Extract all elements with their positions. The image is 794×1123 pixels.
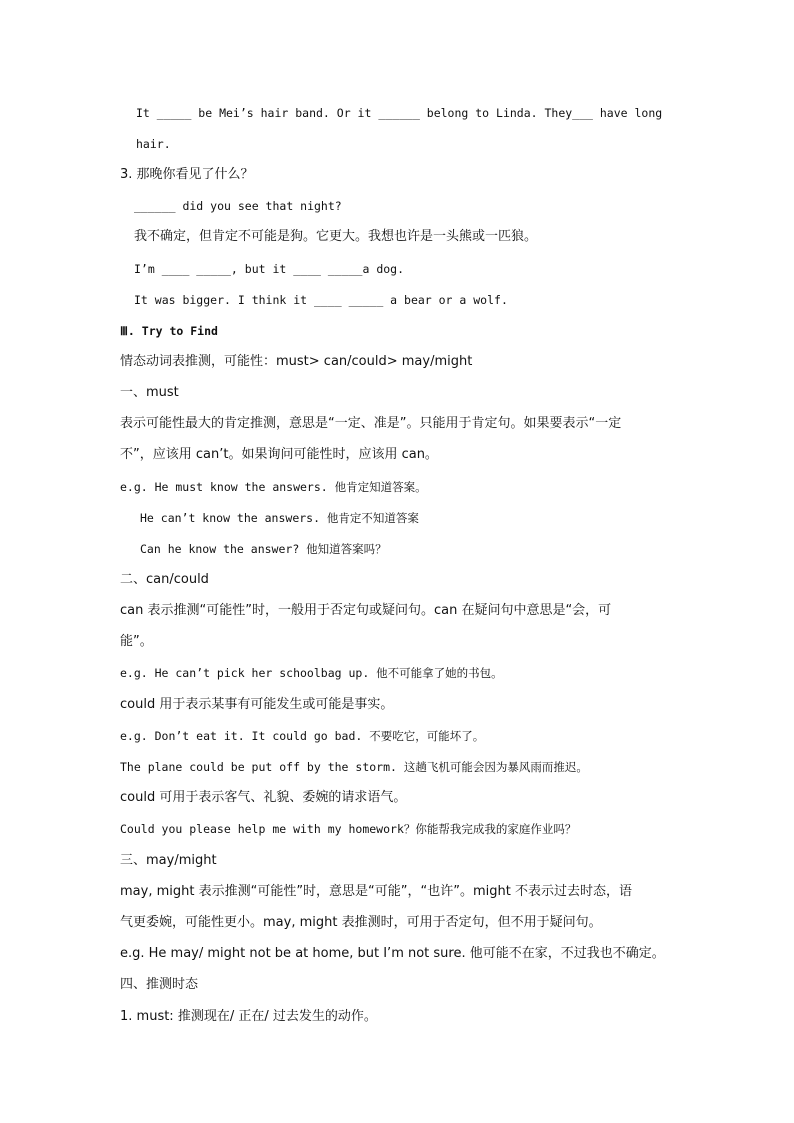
paragraph-line: could 可用于表示客气、礼貌、委婉的请求语气。: [120, 790, 407, 805]
paragraph-line: 气更委婉，可能性更小。may, might 表推测时，可用于否定句，但不用于疑问句。: [120, 915, 602, 930]
example-sentence: The plane could be put off by the storm. 这趟飞机可能会因为暴风雨而推迟。: [120, 760, 588, 774]
section-heading: Ⅲ. Try to Find: [120, 324, 218, 338]
exercise-sentence-continued: hair.: [136, 137, 171, 151]
subsection-heading: 三、may/might: [120, 853, 217, 868]
subsection-heading: 四、推测时态: [120, 977, 199, 992]
exercise-sentence: I’m ____ _____, but it ____ _____a dog.: [134, 262, 405, 276]
paragraph-line: can 表示推测“可能性”时，一般用于否定句或疑问句。can 在疑问句中意思是“会，可: [120, 603, 612, 618]
exercise-sentence: ______ did you see that night?: [134, 199, 342, 213]
paragraph-line: 能”。: [120, 634, 153, 649]
chinese-sentence: 我不确定，但肯定不可能是狗。它更大。我想也许是一头熊或一匹狼。: [134, 229, 538, 244]
example-sentence: e.g. He may/ might not be at home, but I’m not sure. 他可能不在家，不过我也不确定。: [120, 946, 665, 961]
example-sentence: He can’t know the answers. 他肯定不知道答案: [140, 511, 419, 525]
subsection-heading: 二、can/could: [120, 572, 209, 587]
paragraph-line: 情态动词表推测，可能性：must> can/could> may/might: [120, 354, 473, 369]
exercise-sentence: It _____ be Mei’s hair band. Or it ______ belong to Linda. They___ have long: [136, 106, 663, 120]
example-sentence: e.g. He can’t pick her schoolbag up. 他不可能拿了她的书包。: [120, 666, 503, 680]
paragraph-line: 表示可能性最大的肯定推测，意思是“一定、准是”。只能用于肯定句。如果要表示“一定: [120, 416, 622, 431]
example-sentence: Could you please help me with my homework？你能帮我完成我的家庭作业吗？: [120, 822, 577, 836]
paragraph-line: may, might 表示推测“可能性”时，意思是“可能”，“也许”。might 不表示过去时态，语: [120, 884, 632, 899]
paragraph-line: 1. must: 推测现在/ 正在/ 过去发生的动作。: [120, 1009, 377, 1024]
example-sentence: Can he know the answer? 他知道答案吗？: [140, 542, 387, 556]
exercise-sentence: It was bigger. I think it ____ _____ a bear or a wolf.: [134, 293, 508, 307]
example-sentence: e.g. He must know the answers. 他肯定知道答案。: [120, 480, 427, 494]
paragraph-line: could 用于表示某事有可能发生或可能是事实。: [120, 697, 394, 712]
example-sentence: e.g. Don’t eat it. It could go bad. 不要吃它，可能坏了。: [120, 729, 485, 743]
subsection-heading: 一、must: [120, 385, 179, 400]
paragraph-line: 不”，应该用 can’t。如果询问可能性时，应该用 can。: [120, 447, 438, 462]
question-heading: 3. 那晚你看见了什么？: [120, 167, 254, 182]
